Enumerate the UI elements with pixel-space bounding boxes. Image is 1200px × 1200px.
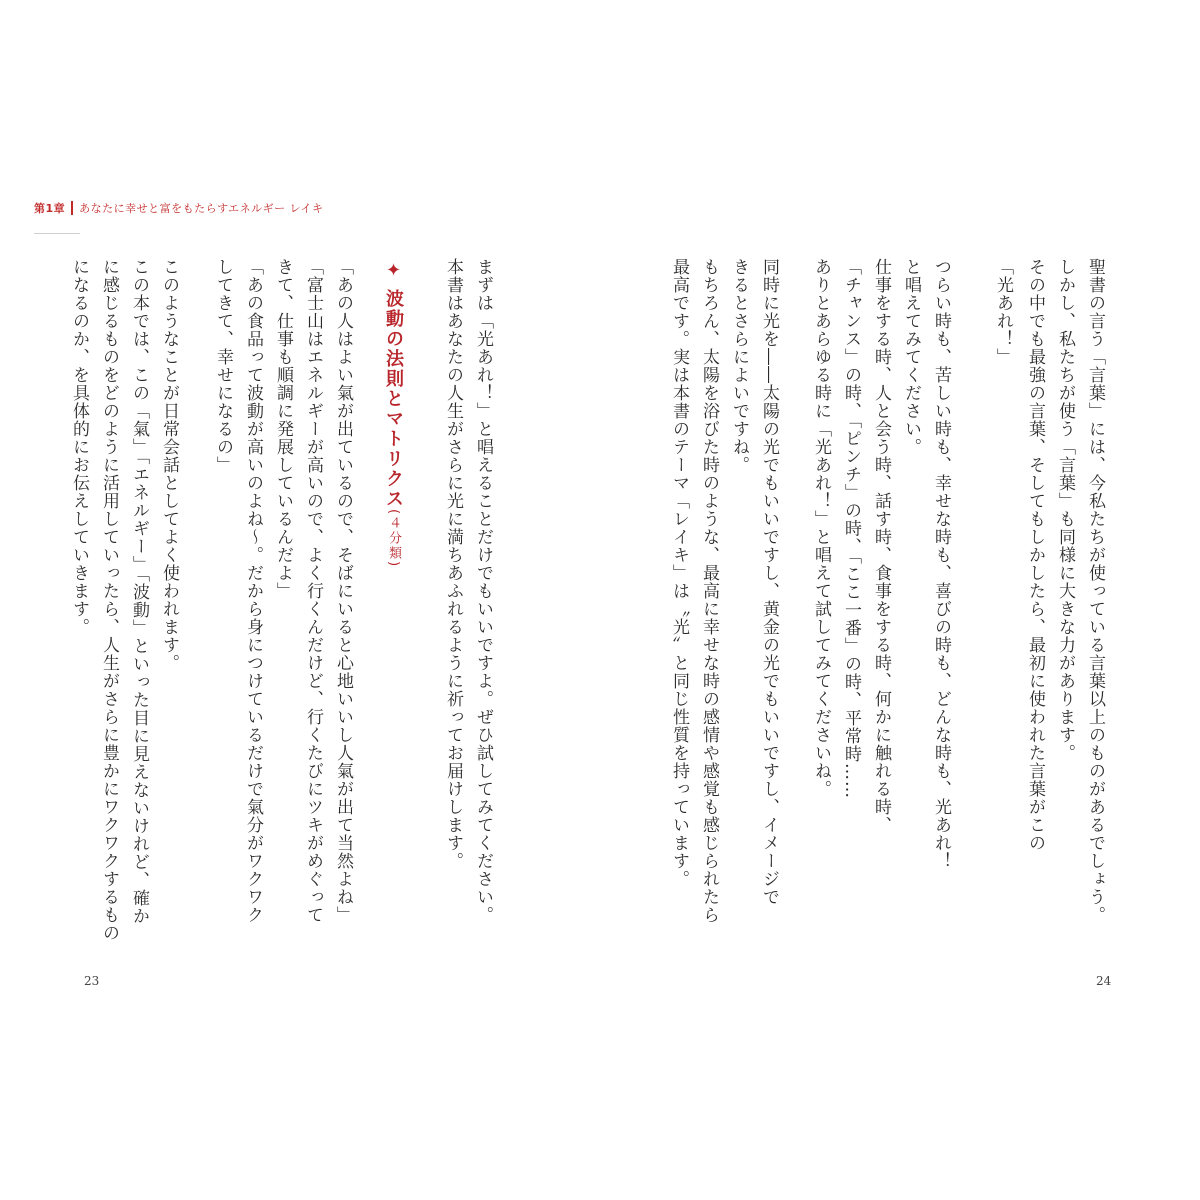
right-page-col-8: 仕事をする時、人と会う時、話す時、食事をする時、何かに触れる時、 (871, 258, 891, 834)
right-page-col-2: しかし、私たちが使う「言葉」も同様に大きな力があります。 (1055, 258, 1075, 762)
chapter-title: あなたに幸せと富をもたらすエネルギー レイキ (79, 202, 324, 215)
page-number-right: 24 (1096, 974, 1112, 988)
section-heading-text: 波動の法則とマトリクス (383, 289, 404, 509)
right-page-col-12: 同時に光を――太陽の光でもいいですし、黄金の光でもいいですし、イメージで (759, 258, 779, 906)
right-page-col-13: きるとさらによいですね。 (729, 258, 749, 474)
right-page-col-3: その中でも最強の言葉、そしてもしかしたら、最初に使われた言葉がこの (1025, 258, 1045, 852)
right-page-col-1: 聖書の言う「言葉」には、今私たちが使っている言葉以上のものがあるでしょう。 (1085, 258, 1105, 924)
right-page-col-4: 「光あれ！」 (993, 258, 1013, 366)
section-heading (380, 260, 406, 568)
left-body-col-8: この本では、この「氣」「エネルギー」「波動」といった目に見えないけれど、確か (129, 258, 149, 925)
left-body-col-5: してきて、幸せになるの」 (213, 258, 233, 474)
right-page-col-15: 最高です。実は本書のテーマ「レイキ」は〝光〟と同じ性質を持っています。 (669, 258, 689, 888)
right-page-col-14: もちろん、太陽を浴びた時のような、最高に幸せな時の感情や感覚も感じられたら (699, 258, 719, 924)
right-page-col-10: ありとあらゆる時に「光あれ！」と唱えて試してみてくださいね。 (811, 258, 831, 798)
left-intro-col-1: まずは「光あれ！」と唱えることだけでもいいですよ。ぜひ試してみてください。 (473, 258, 493, 924)
left-body-col-1: 「あの人はよい氣が出ているので、そばにいると心地いいし人氣が出て当然よね」 (333, 258, 353, 924)
right-page-col-7: と唱えてみてください。 (901, 258, 921, 456)
left-body-col-9: に感じるものをどのように活用していったら、人生がさらに豊かにワクワクするもの (99, 258, 119, 942)
left-body-col-4: 「あの食品って波動が高いのよね～。だから身につけているだけで氣分がワクワク (243, 258, 263, 924)
header-rule (34, 233, 80, 234)
left-intro-col-2: 本書はあなたの人生がさらに光に満ちあふれるように祈ってお届けします。 (443, 258, 463, 870)
left-body-col-10: になるのか、を具体的にお伝えしていきます。 (69, 258, 89, 636)
left-body-col-3: きて、仕事も順調に発展しているんだよ」 (273, 258, 293, 600)
left-body-col-7: このようなことが日常会話としてよく使われます。 (159, 258, 179, 672)
chapter-label: 第1章 (34, 202, 66, 215)
page-number-left: 23 (84, 974, 100, 988)
header-divider (71, 201, 73, 215)
left-body-col-2: 「富士山はエネルギーが高いので、よく行くんだけど、行くたびにツキがめぐって (303, 258, 323, 924)
diamond-star-icon: ✦ (383, 260, 404, 283)
right-page-col-6: つらい時も、苦しい時も、幸せな時も、喜びの時も、どんな時も、光あれ！ (931, 258, 951, 870)
right-page-col-9: 「チャンス」の時、「ピンチ」の時、「ここ一番」の時、平常時…… (841, 258, 861, 799)
running-header (34, 198, 324, 218)
section-heading-note: (４分類) (386, 509, 401, 569)
